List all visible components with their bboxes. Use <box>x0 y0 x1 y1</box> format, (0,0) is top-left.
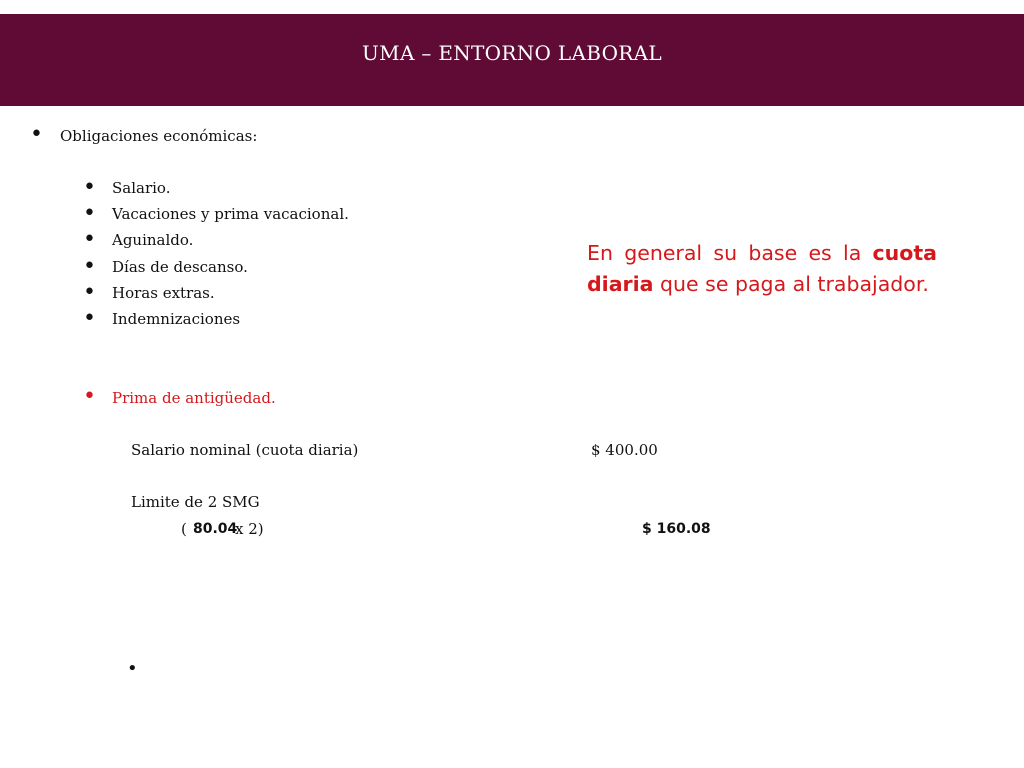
bullet-marker: • <box>83 306 96 331</box>
bullet-marker: • <box>83 201 96 226</box>
bullet-marker: • <box>83 254 96 279</box>
list-item: Horas extras. <box>112 284 215 302</box>
list-item: Días de descanso. <box>112 258 248 276</box>
salary-label: Salario nominal (cuota diaria) <box>131 441 359 459</box>
bullet-marker: • <box>83 227 96 252</box>
slide-title: UMA – ENTORNO LABORAL <box>362 41 662 65</box>
list-item: Salario. <box>112 179 171 197</box>
bullet-marker: • <box>83 384 96 409</box>
list-item: Aguinaldo. <box>112 231 194 249</box>
limit-label: Limite de 2 SMG <box>131 493 260 511</box>
list-item: Indemnizaciones <box>112 310 241 328</box>
note-part2: que se paga al trabajador. <box>653 272 929 296</box>
bullet-marker: • <box>127 658 138 679</box>
note-emphasis: cuota diaria <box>587 241 937 296</box>
bullet-marker: • <box>83 280 96 305</box>
bullet-marker: • <box>83 175 96 200</box>
list-item: Vacaciones y prima vacacional. <box>112 205 349 223</box>
salary-value: $ 400.00 <box>591 441 658 459</box>
section-heading: Obligaciones económicas: <box>60 127 258 145</box>
formula-open: ( <box>181 520 187 538</box>
note-text <box>587 238 937 300</box>
formula-rest: x 2) <box>235 520 264 538</box>
note-part1: En general su base es la <box>587 241 873 265</box>
limit-value: $ 160.08 <box>642 521 711 537</box>
bullet-marker: • <box>30 122 43 147</box>
highlight-item: Prima de antigüedad. <box>112 389 276 407</box>
formula-smg: 80.04 <box>193 521 238 537</box>
